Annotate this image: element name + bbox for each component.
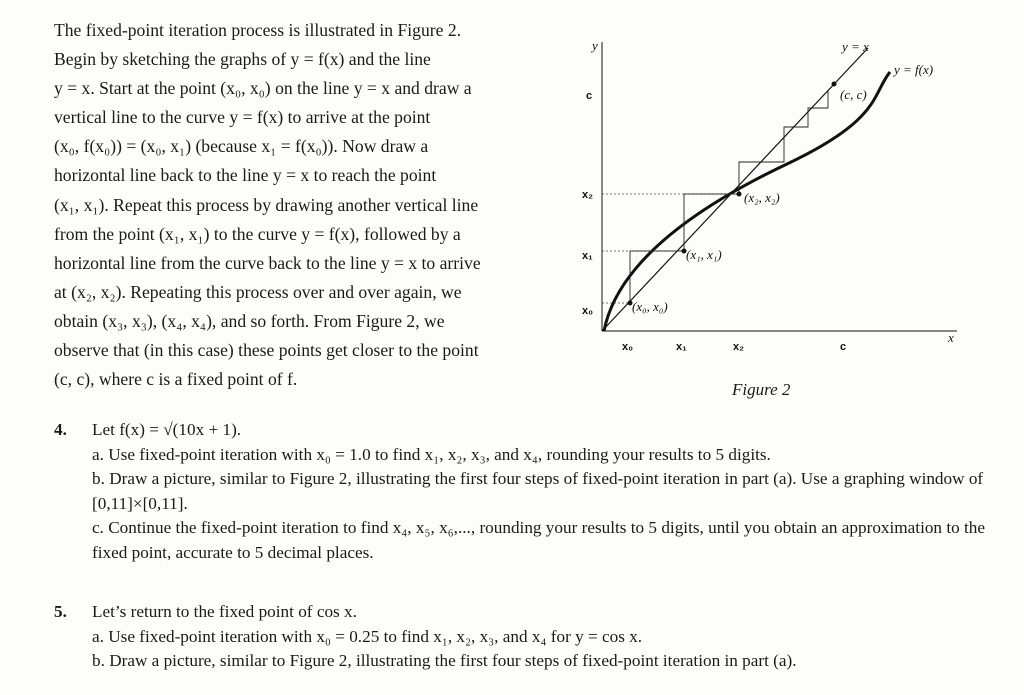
label-fixed-point: (c, c) — [840, 87, 867, 102]
label-curve: y = f(x) — [894, 62, 934, 77]
point-x2 — [737, 192, 742, 197]
intro-line: (x₀, f(x₀)) = (x₀, x₁) (because x₁ = f(x₀)). Now draw a — [54, 136, 429, 157]
intro-line: y = x. Start at the point (x₀, x₀) on the line y = x and draw a — [54, 78, 472, 99]
label-identity-line: y = x — [842, 39, 869, 54]
problem-part: b. Draw a picture, similar to Figure 2, illustrating the first four steps of fixed-point iteration in part (a). Use a graphing window of [0,11]×[0,11]. — [92, 469, 984, 513]
intro-line: vertical line to the curve y = f(x) to arrive at the point — [54, 107, 431, 128]
problem-part: a. Use fixed-point iteration with x₀ = 1.0 to find x₁, x₂, x₃, and x₄, rounding your results to 5 digits. — [92, 444, 771, 464]
intro-line: observe that (in this case) these points get closer to the point — [54, 340, 479, 361]
problem-parts — [92, 443, 992, 566]
x-tick-x0: x₀ — [622, 341, 634, 353]
figure-caption: Figure 2 — [732, 380, 791, 399]
problem-part: a. Use fixed-point iteration with x₀ = 0.25 to find x₁, x₂, x₃, and x₄ for y = cos x. — [92, 626, 643, 646]
x-tick-x1: x₁ — [676, 341, 687, 353]
problem-statement: Let f(x) = √(10x + 1). — [92, 420, 242, 439]
label-x0-x0: (x₀, x₀) — [632, 299, 668, 314]
y-tick-c: c — [586, 90, 593, 102]
problem-number: 4. — [54, 420, 67, 439]
label-x1-x1: (x₁, x₁) — [686, 247, 722, 262]
y-tick-x1: x₁ — [582, 250, 593, 262]
problem-statement: Let’s return to the fixed point of cos x. — [92, 602, 357, 621]
x-axis-label: x — [948, 330, 954, 345]
intro-line: horizontal line back to the line y = x to reach the point — [54, 165, 437, 186]
fixed-point-marker — [832, 82, 837, 87]
intro-line: horizontal line from the curve back to the line y = x to arrive — [54, 252, 481, 273]
problem-part: c. Continue the fixed-point iteration to find x₄, x₅, x₆,..., rounding your results to 5 digits, until you obtain an approximation to the fixed point, accurate to 5 decimal places. — [92, 518, 985, 562]
intro-line: Begin by sketching the graphs of y = f(x) and the line — [54, 49, 431, 70]
intro-line: at (x₂, x₂). Repeating this process over and over again, we — [54, 281, 462, 302]
intro-line: obtain (x₃, x₃), (x₄, x₄), and so forth. From Figure 2, we — [54, 310, 445, 331]
x-tick-x2: x₂ — [733, 341, 745, 353]
intro-paragraph — [54, 16, 569, 394]
problem-part: b. Draw a picture, similar to Figure 2, illustrating the first four steps of fixed-point iteration in part (a). — [92, 651, 797, 670]
fixed-point-diagram — [572, 24, 992, 384]
y-tick-x0: x₀ — [582, 305, 594, 317]
y-tick-x2: x₂ — [582, 189, 594, 201]
problem-parts — [92, 625, 992, 674]
x-tick-c: c — [840, 341, 847, 353]
intro-line: (c, c), where c is a fixed point of f. — [54, 369, 298, 390]
figure-2 — [572, 24, 992, 409]
y-axis-label: y — [592, 38, 598, 53]
label-x2-x2: (x₂, x₂) — [744, 190, 780, 205]
intro-line: (x₁, x₁). Repeat this process by drawing another vertical line — [54, 194, 479, 215]
problem-number: 5. — [54, 602, 67, 621]
intro-line: from the point (x₁, x₁) to the curve y = f(x), followed by a — [54, 223, 461, 244]
intro-line: The fixed-point iteration process is illustrated in Figure 2. — [54, 20, 462, 40]
